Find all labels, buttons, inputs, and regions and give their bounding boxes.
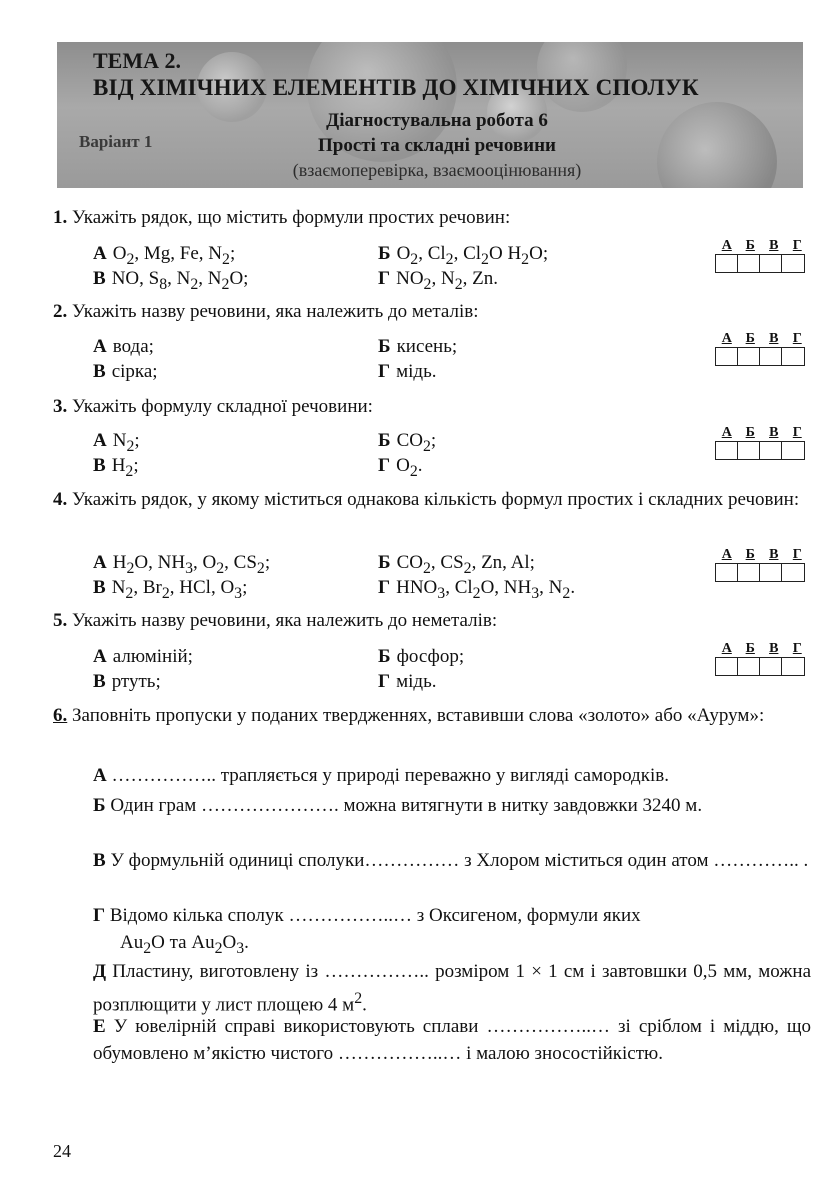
question-2: 2. Укажіть назву речовини, яка належить до металів: <box>53 301 479 322</box>
q3-option-a: А $N_2$; <box>93 430 140 455</box>
q4-option-d: Г $HNO_3$, $Cl_2O$, $NH_3$, $N_2$. <box>378 577 576 602</box>
q3-option-b: Б $CO_2$; <box>378 430 437 455</box>
answer-box[interactable] <box>781 347 805 366</box>
q2-option-c: В сірка; <box>93 361 158 382</box>
answer-box[interactable] <box>759 441 783 460</box>
answer-box[interactable] <box>781 441 805 460</box>
answer-box[interactable] <box>737 254 761 273</box>
answer-box[interactable] <box>781 657 805 676</box>
q1-option-a: А $O_2$, Mg, Fe, $N_2$; <box>93 243 236 268</box>
answer-box[interactable] <box>715 254 739 273</box>
q5-option-a: А алюміній; <box>93 646 193 667</box>
question-4: 4. Укажіть рядок, у якому міститься однакова кількість формул простих і складних речовин: <box>53 489 800 510</box>
question-6: 6. Заповніть пропуски у поданих твердженнях, вставивши слова «золото» або «Аурум»: <box>53 705 765 726</box>
answer-grid-4[interactable]: А Б В Г <box>715 546 809 582</box>
answer-box[interactable] <box>759 347 783 366</box>
fill-item-d: Г Відомо кілька сполук ……………..… з Оксигеном, формули яких $Au_2O$ та $Au_2O_3$. <box>93 902 811 962</box>
q3-option-d: Г $O_2$. <box>378 455 423 480</box>
question-3: 3. Укажіть формулу складної речовини: <box>53 396 373 417</box>
work-subtitle: Прості та складні речовини <box>318 135 556 156</box>
q1-option-b: Б $O_2$, $Cl_2$, $Cl_2O$ $H_2O$; <box>378 243 549 268</box>
answer-box[interactable] <box>715 441 739 460</box>
q5-option-c: В ртуть; <box>93 671 161 692</box>
answer-grid-3[interactable]: А Б В Г <box>715 424 809 460</box>
fill-item-d-formulas: $Au_2O$ та $Au_2O_3$. <box>120 932 249 957</box>
q4-option-b: Б $CO_2$, $CS_2$, Zn, Al; <box>378 552 535 577</box>
question-5: 5. Укажіть назву речовини, яка належить до неметалів: <box>53 610 498 631</box>
page-number: 24 <box>53 1141 71 1161</box>
fill-item-f: Е У ювелірній справі використовують сплави ……………..… зі сріблом і міддю, що обумовлено м’якістю чистого ……………..… і малою зносостійкістю. <box>93 1016 812 1064</box>
variant-label: Варіант 1 <box>79 132 153 151</box>
fill-item-a: А …………….. трапляється у природі переважно у вигляді самородків. <box>93 765 669 786</box>
q2-option-b: Б кисень; <box>378 336 458 357</box>
q1-option-c: В NO, $S_8$, $N_2$, $N_2O$; <box>93 268 249 293</box>
question-1: 1. Укажіть рядок, що містить формули простих речовин: <box>53 207 511 228</box>
q4-option-a: А $H_2O$, $NH_3$, $O_2$, $CS_2$; <box>93 552 271 577</box>
answer-box[interactable] <box>715 563 739 582</box>
answer-box[interactable] <box>737 657 761 676</box>
answer-box[interactable] <box>715 657 739 676</box>
q2-option-a: А вода; <box>93 336 154 357</box>
fill-item-e: Д Пластину, виготовлену із …………….. розміром 1 × 1 см і завтовшки 0,5 мм, можна розплющити у лист площею 4 $м^2$. <box>93 961 811 1016</box>
q5-option-b: Б фосфор; <box>378 646 465 667</box>
work-mode: (взаємоперевірка, взаємооцінювання) <box>292 160 582 180</box>
answer-box[interactable] <box>781 254 805 273</box>
q1-option-d: Г $NO_2$, $N_2$, Zn. <box>378 268 498 293</box>
topic-title: ВІД ХІМІЧНИХ ЕЛЕМЕНТІВ ДО ХІМІЧНИХ СПОЛУК <box>93 75 699 100</box>
answer-box[interactable] <box>715 347 739 366</box>
q4-option-c: В $N_2$, $Br_2$, HCl, $O_3$; <box>93 577 248 602</box>
answer-box[interactable] <box>737 347 761 366</box>
answer-box[interactable] <box>759 563 783 582</box>
q2-option-d: Г мідь. <box>378 361 437 382</box>
answer-box[interactable] <box>737 441 761 460</box>
answer-box[interactable] <box>737 563 761 582</box>
fill-item-c: В У формульній одиниці сполуки…………… з Хлором міститься один атом ………….. . <box>93 850 809 871</box>
work-title: Діагностувальна робота 6 <box>326 110 548 131</box>
q3-option-c: В $H_2$; <box>93 455 139 480</box>
answer-box[interactable] <box>759 254 783 273</box>
answer-grid-2[interactable]: А Б В Г <box>715 330 809 366</box>
answer-grid-1[interactable]: А Б В Г <box>715 237 809 273</box>
fill-item-b: Б Один грам …………………. можна витягнути в нитку завдовжки 3240 м. <box>93 795 703 816</box>
answer-box[interactable] <box>759 657 783 676</box>
q5-option-d: Г мідь. <box>378 671 437 692</box>
answer-grid-5[interactable]: А Б В Г <box>715 640 809 676</box>
topic-banner <box>57 42 803 188</box>
topic-label: ТЕМА 2. <box>93 48 181 73</box>
answer-box[interactable] <box>781 563 805 582</box>
